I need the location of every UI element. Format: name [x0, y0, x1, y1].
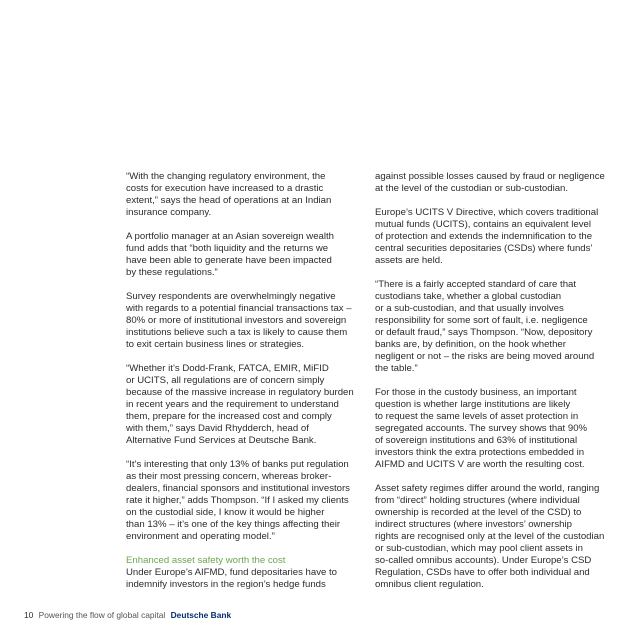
body-paragraph: “With the changing regulatory environment, the costs for execution have increased to a drastic extent,” says the head of operations at an Indian insurance company. [126, 171, 332, 218]
body-paragraph: Asset safety regimes differ around the world, ranging from “direct” holding structures (where individual ownership is recorded at the level of the CSD) to indirect structures (where investors’ ownership rights are recognised only at the level of the custodian or sub-custodian, which may pool client assets in so-called omnibus accounts). Under Europe’s CSD Regulation, CSDs have to offer both individual and omnibus client regulation. [375, 483, 605, 590]
body-paragraph: A portfolio manager at an Asian sovereign wealth fund adds that “both liquidity and the returns we have been able to generate have been impacted by these regulations.” [126, 231, 334, 278]
body-paragraph: “There is a fairly accepted standard of care that custodians take, whether a global custodian or a sub-custodian, and that usually involves responsibility for some sort of fault, i.e. negligence or default fraud,” says Thompson. “Now, depository banks are, by definition, on the hook whether negligent or not – the risks are being moved around the table.” [375, 279, 595, 374]
left-text-column [126, 171, 359, 603]
publication-title: Powering the flow of global capital [38, 610, 166, 620]
body-paragraph: “It’s interesting that only 13% of banks put regulation as their most pressing concern, whereas broker- dealers, financial sponsors and institutional investors rate it higher,” adds Thompson. “If I asked my clients on the custodial side, I know it would be higher than 13% – it’s one of the key things affecting their environment and operating model.” [126, 459, 350, 542]
right-text-column [375, 171, 608, 603]
section-lead-text: Under Europe’s AIFMD, fund depositaries have to indemnify investors in the region’s hedge funds [126, 567, 338, 590]
section-subheading: Enhanced asset safety worth the cost [126, 555, 286, 566]
page-footer [24, 610, 231, 620]
section-block [126, 555, 359, 591]
body-paragraph: against possible losses caused by fraud or negligence at the level of the custodian or sub-custodian. [375, 171, 605, 194]
body-paragraph: “Whether it’s Dodd-Frank, FATCA, EMIR, MiFID or UCITS, all regulations are of concern simply because of the massive increase in regulatory burden in recent years and the requirement to understand them, prepare for the increased cost and comply with them,” says David Rhydderch, head of Alternative Fund Services at Deutsche Bank. [126, 363, 354, 446]
body-paragraph: Survey respondents are overwhelmingly negative with regards to a potential financial transactions tax – 80% or more of institutional investors and sovereign institutions believe such a tax is likely to cause them to exit certain business lines or strategies. [126, 291, 352, 350]
body-paragraph: For those in the custody business, an important question is whether large institutions are likely to request the same levels of asset protection in segregated accounts. The survey shows that 90% of sovereign institutions and 63% of institutional investors think the extra protections embedded in AIFMD and UCITS V are worth the resulting cost. [375, 387, 588, 470]
page-number: 10 [24, 610, 34, 620]
brand-name: Deutsche Bank [170, 610, 232, 620]
body-paragraph: Europe’s UCITS V Directive, which covers traditional mutual funds (UCITS), contains an equivalent level of protection and extends the indemnification to the central securities depositaries (CSDs) where funds’ assets are held. [375, 207, 599, 266]
